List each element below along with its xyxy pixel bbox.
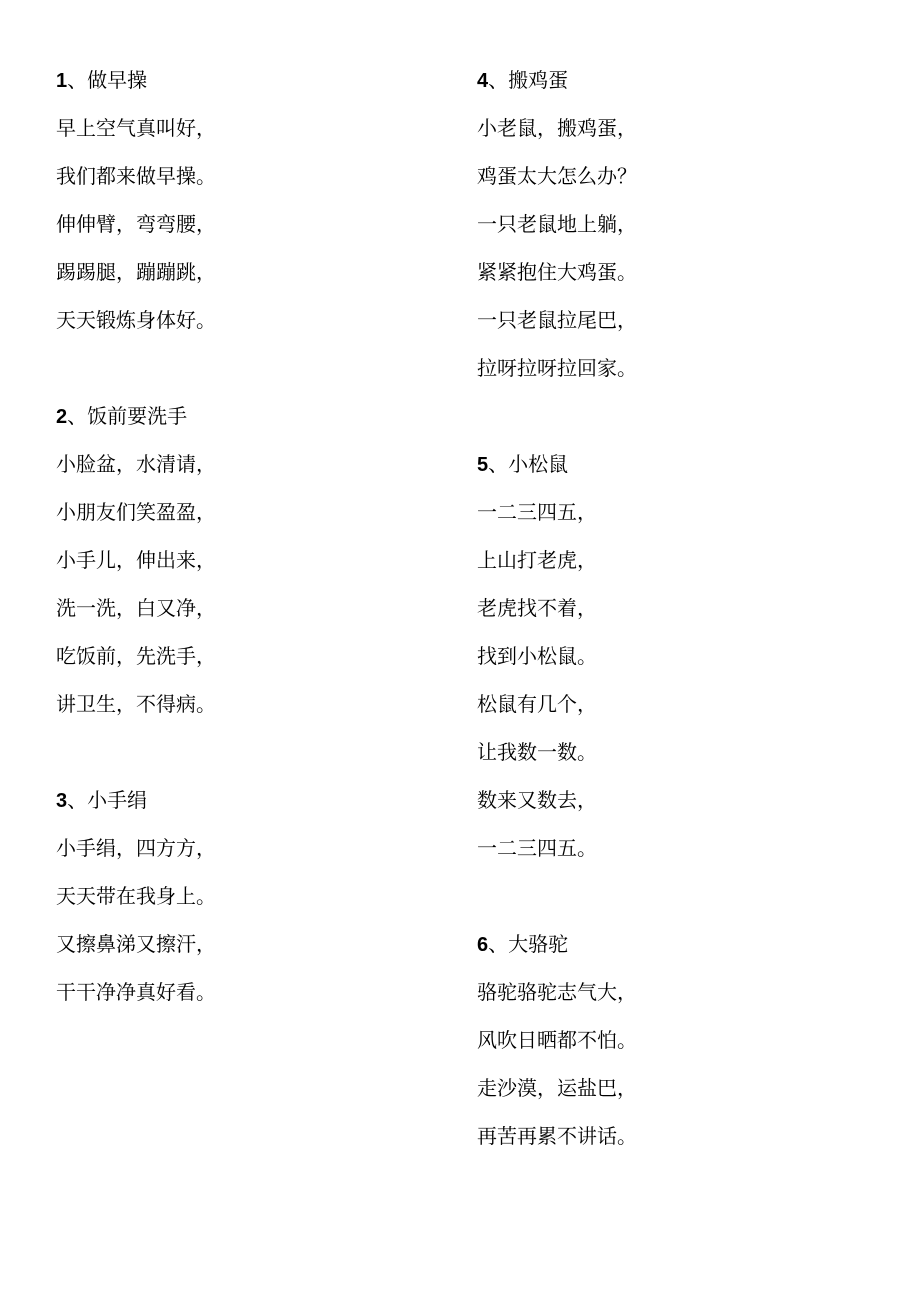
poem-number: 6 <box>477 934 489 956</box>
poem-block <box>56 776 456 1016</box>
poem-line: 拉呀拉呀拉回家。 <box>477 356 637 380</box>
poem-line: 天天带在我身上。 <box>56 884 216 908</box>
poem-line: 伸伸臂，弯弯腰， <box>56 212 216 236</box>
poem-line: 数来又数去， <box>477 788 597 812</box>
poem-line: 又擦鼻涕又擦汗， <box>56 932 216 956</box>
poem-number: 1 <box>56 70 68 92</box>
poem-line: 鸡蛋太大怎么办？ <box>477 164 637 188</box>
poem-line: 紧紧抱住大鸡蛋。 <box>477 260 637 284</box>
poem-line: 一二三四五。 <box>477 836 597 860</box>
poem-title <box>56 392 456 440</box>
poem-number: 5 <box>477 454 489 476</box>
poem-line: 老虎找不着， <box>477 596 597 620</box>
poem-line: 一只老鼠拉尾巴， <box>477 308 637 332</box>
poem-line: 小老鼠，搬鸡蛋， <box>477 116 637 140</box>
poem-line: 小手绢，四方方， <box>56 836 216 860</box>
poem-line: 松鼠有几个， <box>477 692 597 716</box>
poem-line: 走沙漠，运盐巴， <box>477 1076 637 1100</box>
poem-line: 让我数一数。 <box>477 740 597 764</box>
poem-line: 早上空气真叫好， <box>56 116 216 140</box>
poem-block <box>477 920 877 1160</box>
poem-line: 讲卫生，不得病。 <box>56 692 216 716</box>
poem-line: 我们都来做早操。 <box>56 164 216 188</box>
poem-line: 找到小松鼠。 <box>477 644 597 668</box>
poem-line: 小手儿，伸出来， <box>56 548 216 572</box>
poem-title <box>477 440 877 488</box>
poem-number: 2 <box>56 406 68 428</box>
left-column <box>56 56 456 1016</box>
poem-line: 洗一洗，白又净， <box>56 596 216 620</box>
right-column <box>477 56 877 1160</box>
poem-title-text: 、饭前要洗手 <box>67 404 188 428</box>
poem-block <box>477 56 877 392</box>
poem-line: 小脸盆，水清请， <box>56 452 216 476</box>
poem-line: 上山打老虎， <box>477 548 597 572</box>
poem-line: 再苦再累不讲话。 <box>477 1124 637 1148</box>
poem-title <box>477 56 877 104</box>
poem-line: 骆驼骆驼志气大， <box>477 980 637 1004</box>
poem-title-text: 、小松鼠 <box>488 452 569 476</box>
poem-line: 吃饭前，先洗手， <box>56 644 216 668</box>
poem-number: 4 <box>477 70 489 92</box>
poem-line: 风吹日晒都不怕。 <box>477 1028 637 1052</box>
poem-block <box>56 392 456 728</box>
poem-line: 天天锻炼身体好。 <box>56 308 216 332</box>
poem-block <box>477 440 877 872</box>
poem-block <box>56 56 456 344</box>
poem-title-text: 、大骆驼 <box>488 932 569 956</box>
poem-title <box>56 56 456 104</box>
poem-title-text: 、做早操 <box>67 68 148 92</box>
poem-title <box>477 920 877 968</box>
poem-title-text: 、小手绢 <box>67 788 148 812</box>
poem-line: 小朋友们笑盈盈， <box>56 500 216 524</box>
poem-title-text: 、搬鸡蛋 <box>488 68 569 92</box>
poem-line: 一二三四五， <box>477 500 597 524</box>
poem-line: 干干净净真好看。 <box>56 980 216 1004</box>
poem-line: 踢踢腿，蹦蹦跳， <box>56 260 216 284</box>
poem-title <box>56 776 456 824</box>
poem-line: 一只老鼠地上躺， <box>477 212 637 236</box>
poem-number: 3 <box>56 790 68 812</box>
